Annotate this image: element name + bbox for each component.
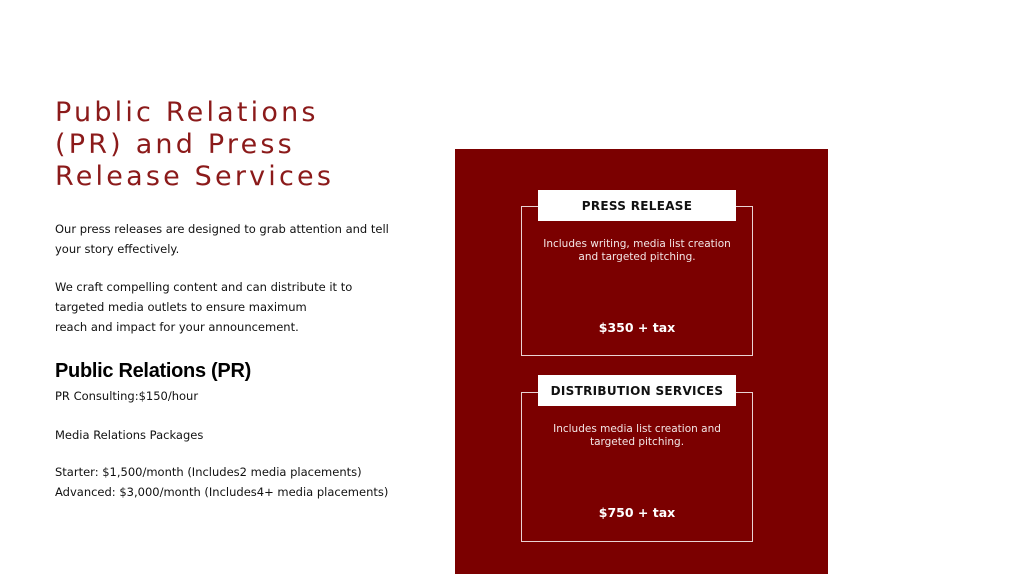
services-panel <box>455 149 828 574</box>
pr-consulting <box>55 386 198 406</box>
distribution-price: $750 + tax <box>598 505 676 520</box>
media-relations-text: Media Relations Packages <box>55 428 204 442</box>
title-line-1: Public Relations <box>55 97 319 128</box>
press-release-price: $350 + tax <box>598 320 676 335</box>
distribution-description <box>535 423 739 449</box>
pr-consulting-text: PR Consulting:$150/hour <box>55 389 199 403</box>
distribution-desc-line-1: Includes media list creation and <box>553 423 721 435</box>
title-line-2: (PR) and Press <box>55 129 295 160</box>
package-advanced: Advanced: $3,000/month (Includes4+ media placements) <box>55 485 389 499</box>
distribution-desc-line-2: targeted pitching. <box>589 436 685 448</box>
craft-line-2: targeted media outlets to ensure maximum <box>55 300 307 314</box>
craft-line-1: We craft compelling content and can distribute it to <box>55 280 353 294</box>
title-line-3: Release Services <box>55 161 335 192</box>
press-release-title: PRESS RELEASE <box>538 190 736 221</box>
package-starter: Starter: $1,500/month (Includes2 media placements) <box>55 465 362 479</box>
media-relations-label <box>55 425 203 445</box>
package-list <box>55 462 388 502</box>
intro-line-1: Our press releases are designed to grab attention and tell <box>55 222 389 236</box>
craft-paragraph <box>55 277 352 337</box>
distribution-title: DISTRIBUTION SERVICES <box>538 375 736 406</box>
page-title <box>55 97 334 193</box>
press-release-description <box>535 238 739 264</box>
intro-paragraph <box>55 219 389 259</box>
intro-line-2: your story effectively. <box>55 242 180 256</box>
press-release-desc-line-2: and targeted pitching. <box>578 251 696 263</box>
press-release-desc-line-1: Includes writing, media list creation <box>543 238 731 250</box>
craft-line-3: reach and impact for your announcement. <box>55 320 299 334</box>
pr-heading: Public Relations (PR) <box>55 360 251 382</box>
